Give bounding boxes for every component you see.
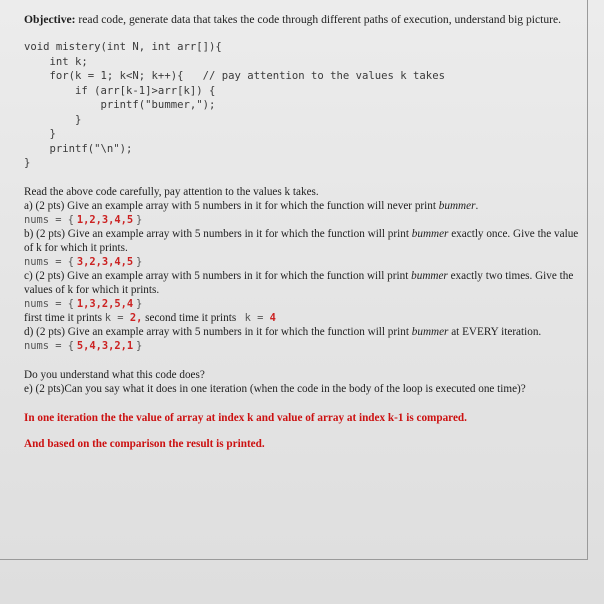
nums-value: 3,2,3,4,5 [76,255,134,268]
answer-e-line-2: And based on the comparison the result is printed. [24,437,265,450]
second-k-label: k = [244,311,270,324]
nums-label: nums = { [24,339,75,352]
nums-close: } [135,339,143,352]
question-c-emphasis: bummer [411,269,448,282]
question-a-text: a) (2 pts) Give an example array with 5 numbers in it for which the function will never print [24,199,439,212]
objective [24,13,580,27]
question-d-emphasis: bummer [411,325,449,338]
nums-close: } [135,297,143,310]
question-d [24,325,580,339]
code-block [24,40,580,171]
questions [24,185,580,451]
first-k-value: 2, [129,311,143,324]
question-c-text-end: exactly two times. Give the values of k for which it prints. [24,269,574,296]
answer-b [24,255,580,269]
intro-text: Read the above code carefully, pay attention to the values k takes. [24,185,319,198]
document [24,13,580,451]
code-line: printf("bummer,"); [24,99,216,111]
first-k-label: k = [104,311,130,324]
second-time-label: second time it prints [142,311,239,324]
code-line: } [24,157,31,169]
nums-value: 1,2,3,4,5 [76,213,134,226]
question-a [24,199,580,213]
objective-label: Objective: [24,13,76,26]
nums-close: } [135,213,143,226]
question-d-text-end: at EVERY iteration. [448,325,542,338]
first-time-label: first time it prints [24,311,105,324]
objective-text: read code, generate data that takes the code through different paths of execution, understand big picture. [75,13,562,26]
code-line: if (arr[k-1]>arr[k]) { [24,84,216,97]
second-k-value: 4 [269,311,276,324]
nums-label: nums = { [24,255,75,268]
code-line: int k; [24,55,88,68]
question-a-text-end: . [475,199,479,212]
nums-value: 5,4,3,2,1 [76,339,134,352]
code-line: for(k = 1; k<N; k++){ // pay attention to the values k takes [24,70,445,82]
question-c [24,269,580,297]
answer-c [24,297,580,311]
question-c-text: c) (2 pts) Give an example array with 5 numbers in it for which the function will print [24,269,412,282]
question-b-text-end: exactly once. Give the value of k for which it prints. [24,227,579,254]
answer-e-line-1: In one iteration the the value of array at index k and value of array at index k-1 is compared. [24,411,467,424]
code-line: } [24,113,82,126]
nums-label: nums = { [24,297,75,310]
answer-a [24,213,580,227]
question-d-text: d) (2 pts) Give an example array with 5 numbers in it for which the function will print [24,325,412,338]
question-a-emphasis: bummer [438,199,476,212]
spacer [24,353,580,368]
code-line: printf("\n"); [24,142,133,155]
nums-close: } [135,255,143,268]
question-b-text: b) (2 pts) Give an example array with 5 numbers in it for which the function will print [24,227,412,240]
code-line: void mistery(int N, int arr[]){ [24,41,222,53]
question-b [24,227,580,255]
spacer [24,396,580,411]
code-line: } [24,128,56,140]
answer-d [24,339,580,353]
nums-label: nums = { [24,213,75,226]
answer-c-k-values [24,311,580,325]
question-e: e) (2 pts)Can you say what it does in one iteration (when the code in the body of the loop is executed one time)? [24,382,526,395]
nums-value: 1,3,2,5,4 [76,297,134,310]
question-e-intro: Do you understand what this code does? [24,368,205,381]
question-b-emphasis: bummer [411,227,449,240]
